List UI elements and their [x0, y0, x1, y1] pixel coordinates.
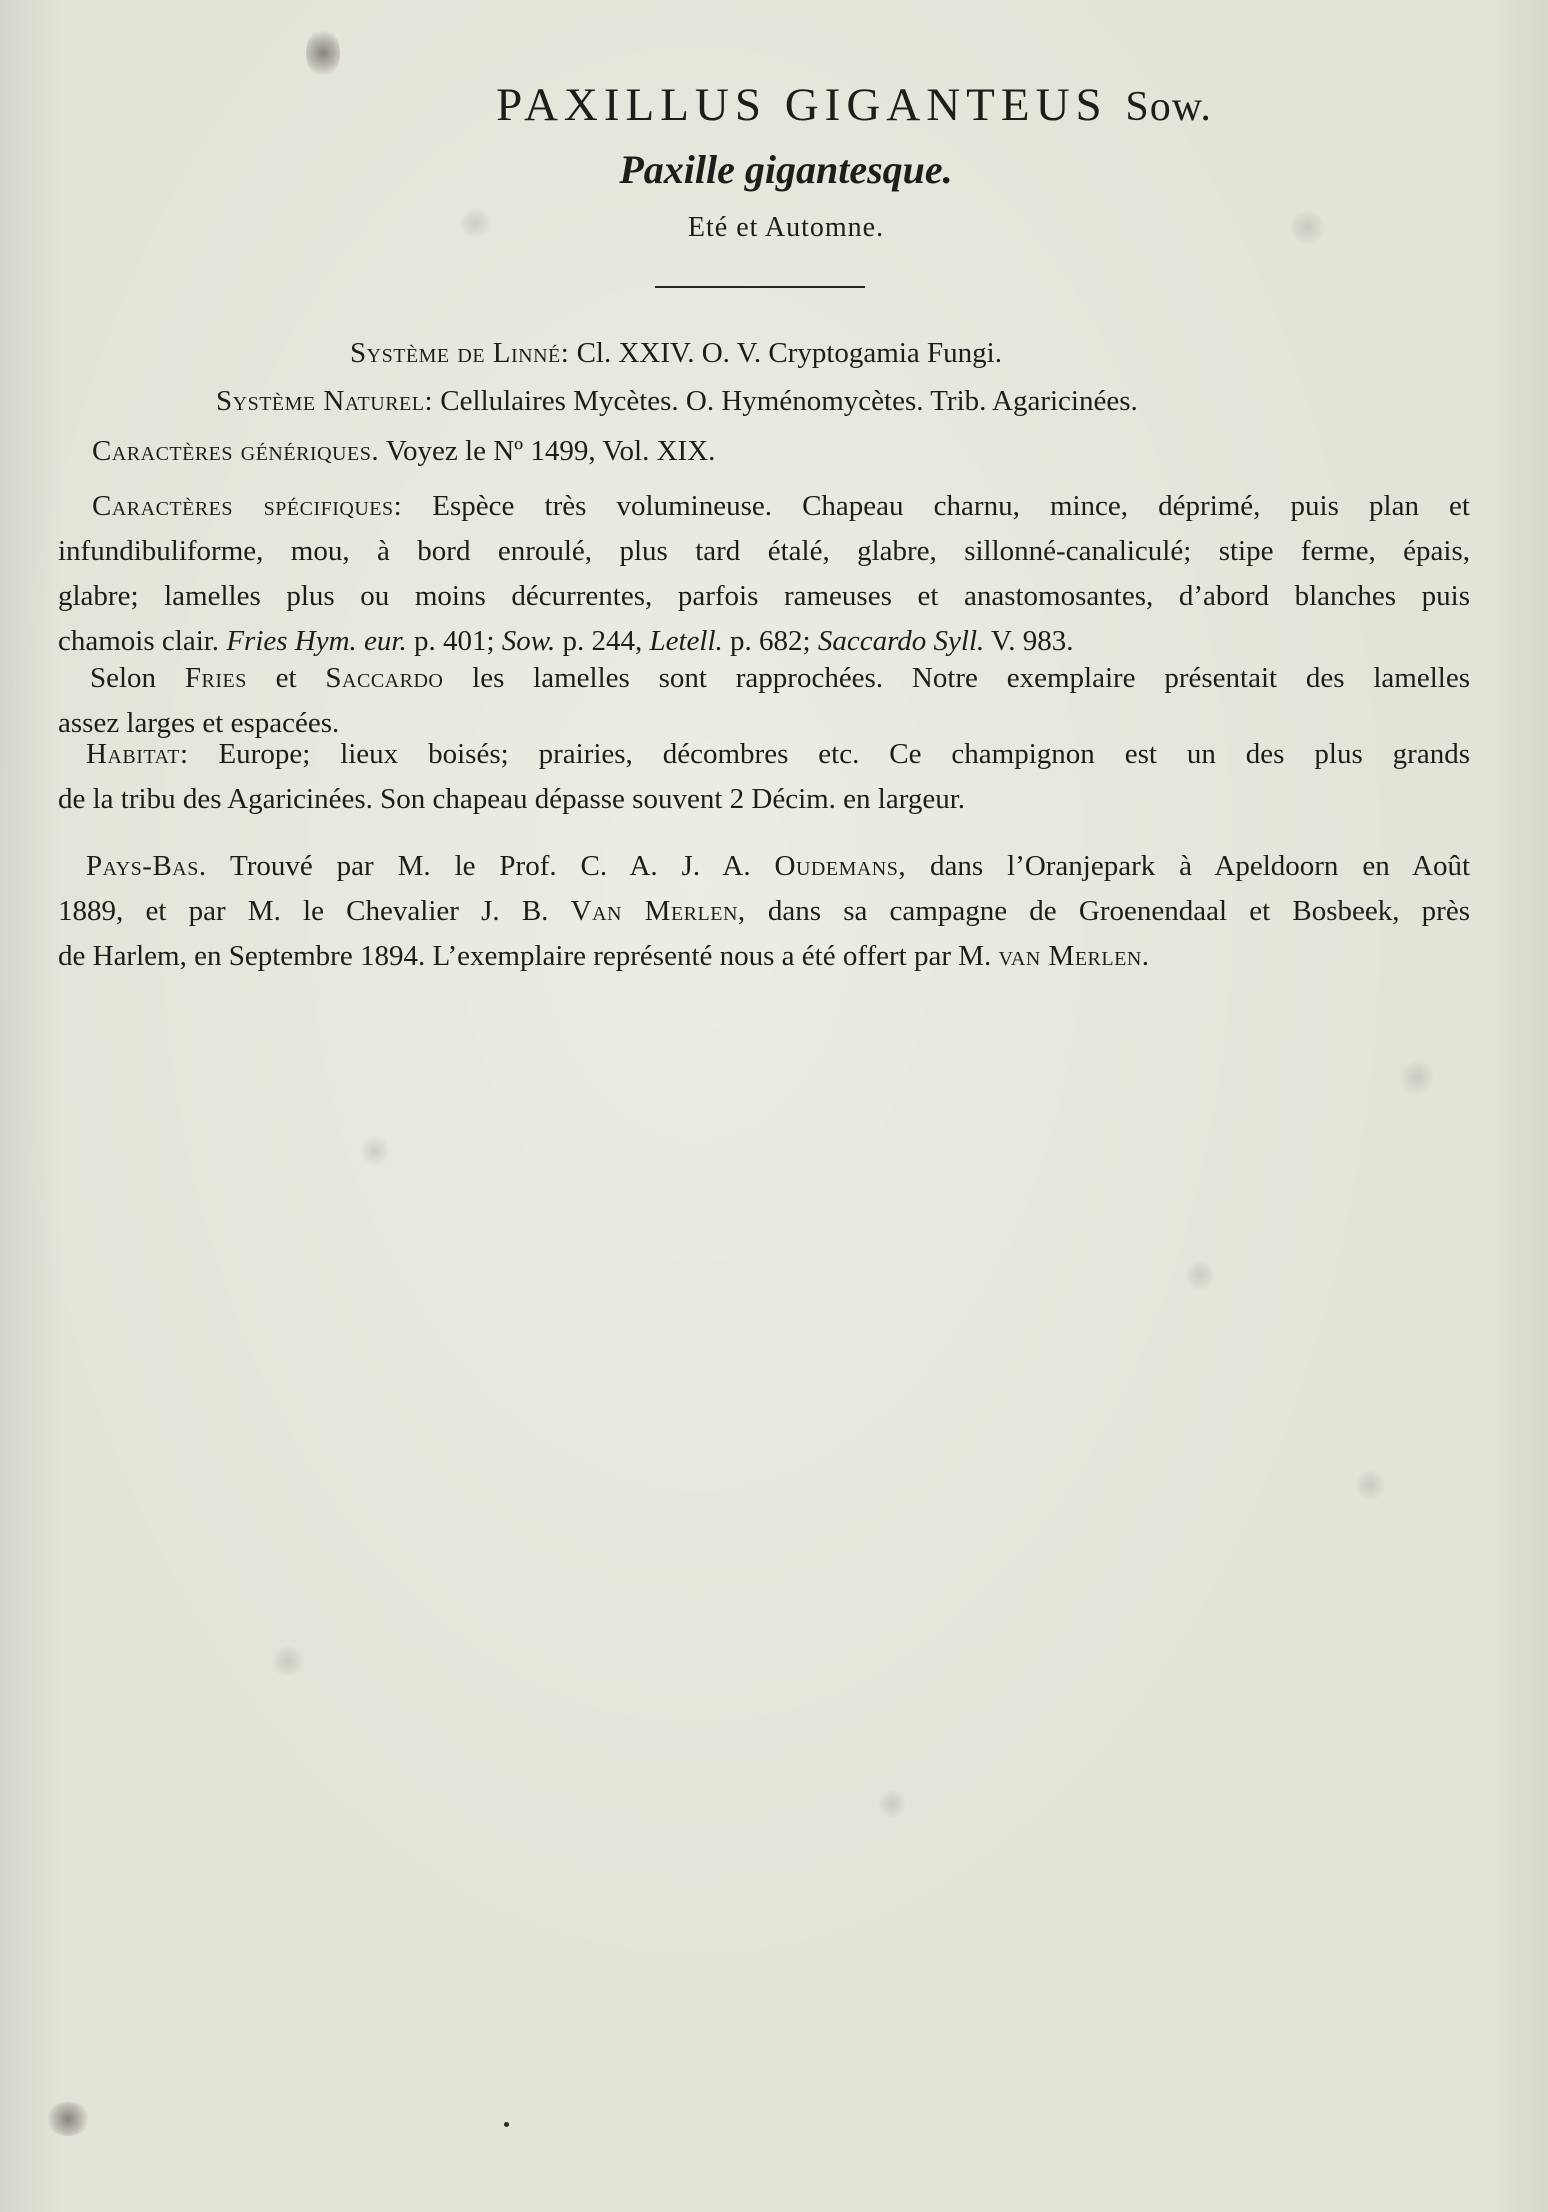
text-span: Europe; lieux boisés; prairies, décombres etc. Ce champignon est un des plus grands: [218, 738, 1470, 770]
habitat-paragraph: [58, 732, 1470, 822]
name-saccardo: Saccardo: [325, 662, 444, 694]
text-line: de la tribu des Agaricinées. Son chapeau dépasse souvent 2 Décim. en largeur.: [58, 783, 966, 815]
paper-spot: [1185, 1260, 1215, 1290]
habitat-label: Habitat:: [86, 738, 189, 770]
text-span: 1889, et par M. le Chevalier J. B.: [58, 895, 549, 927]
season-line: Eté et Automne.: [687, 212, 885, 243]
caracteres-specifiques-paragraph: [58, 484, 1470, 664]
text-span: V. 983.: [991, 625, 1074, 657]
title-species: PAXILLUS GIGANTEUS: [496, 79, 1108, 131]
caracteres-generiques-label: Caractères génériques.: [92, 435, 380, 467]
text-line: [58, 656, 1470, 701]
title-rule: [655, 286, 865, 288]
text-span: dans sa campagne de Groenendaal et Bosbeek, près: [767, 895, 1470, 927]
stray-dot: [504, 2122, 509, 2127]
text-line: infundibuliforme, mou, à bord enroulé, plus tard étalé, glabre, sillonné-canaliculé; stipe ferme, épais,: [58, 535, 1470, 567]
page-subtitle: Paxille gigantesque.: [619, 147, 953, 192]
paper-spot: [1355, 1470, 1385, 1500]
text-span: les lamelles sont rapprochées. Notre exemplaire présentait des lamelles: [472, 662, 1471, 694]
text-line: [58, 732, 1470, 777]
caracteres-generiques: [92, 437, 715, 466]
paper-spot: [360, 1136, 390, 1166]
pays-bas-paragraph: [58, 844, 1470, 979]
systeme-naturel: [216, 387, 1138, 416]
text-span: p. 401;: [413, 625, 495, 657]
reference-sowerby: Sow.: [501, 625, 556, 657]
name-oudemans: Oudemans,: [774, 850, 907, 882]
text-span: p. 682;: [730, 625, 811, 657]
text-line: [58, 934, 1470, 979]
caracteres-generiques-text: Voyez le Nº 1499, Vol. XIX.: [385, 435, 716, 467]
name-fries: Fries: [184, 662, 247, 694]
text-line: [58, 844, 1470, 889]
text-line: [58, 889, 1470, 934]
reference-letellier: Letell.: [649, 625, 723, 657]
caracteres-specifiques-label: Caractères spécifiques:: [92, 490, 403, 522]
text-span: Trouvé par M. le Prof. C. A. J. A.: [230, 850, 751, 882]
text-line: assez larges et espacées.: [58, 707, 340, 739]
systeme-naturel-label: Système Naturel:: [216, 385, 434, 417]
text-span: dans l’Oranjepark à Apeldoorn en Août: [930, 850, 1471, 882]
systeme-linne: [350, 339, 1002, 368]
systeme-linne-text: Cl. XXIV. O. V. Cryptogamia Fungi.: [576, 337, 1002, 369]
text-line: [58, 484, 1470, 529]
pays-bas-label: Pays-Bas.: [86, 850, 207, 882]
title-author: Sow.: [1125, 84, 1212, 130]
text-line: glabre; lamelles plus ou moins décurrentes, parfois rameuses et anastomosantes, d’abord blanches puis: [58, 580, 1470, 612]
ink-stain: [306, 28, 340, 78]
text-span: p. 244,: [562, 625, 643, 657]
name-van-merlen-2: van Merlen.: [998, 940, 1150, 972]
paper-spot: [1400, 1060, 1434, 1094]
reference-saccardo: Saccardo Syll.: [817, 625, 985, 657]
reference-fries: Fries Hym. eur.: [226, 625, 407, 657]
text-span: de Harlem, en Septembre 1894. L’exemplaire représenté nous a été offert par M.: [58, 940, 992, 972]
name-van-merlen: Van Merlen,: [570, 895, 746, 927]
text-span: Espèce très volumineuse. Chapeau charnu, mince, déprimé, puis plan et: [432, 490, 1470, 522]
page-title: [80, 78, 1548, 132]
systeme-linne-label: Système de Linné:: [350, 337, 570, 369]
ink-stain: [46, 2102, 90, 2136]
text-span: et: [275, 662, 297, 694]
text-span: chamois clair.: [58, 625, 220, 657]
paper-spot: [878, 1790, 906, 1818]
text-span: Selon: [90, 662, 157, 694]
paper-spot: [272, 1645, 304, 1677]
systeme-naturel-text: Cellulaires Mycètes. O. Hyménomycètes. Trib. Agaricinées.: [440, 385, 1138, 417]
